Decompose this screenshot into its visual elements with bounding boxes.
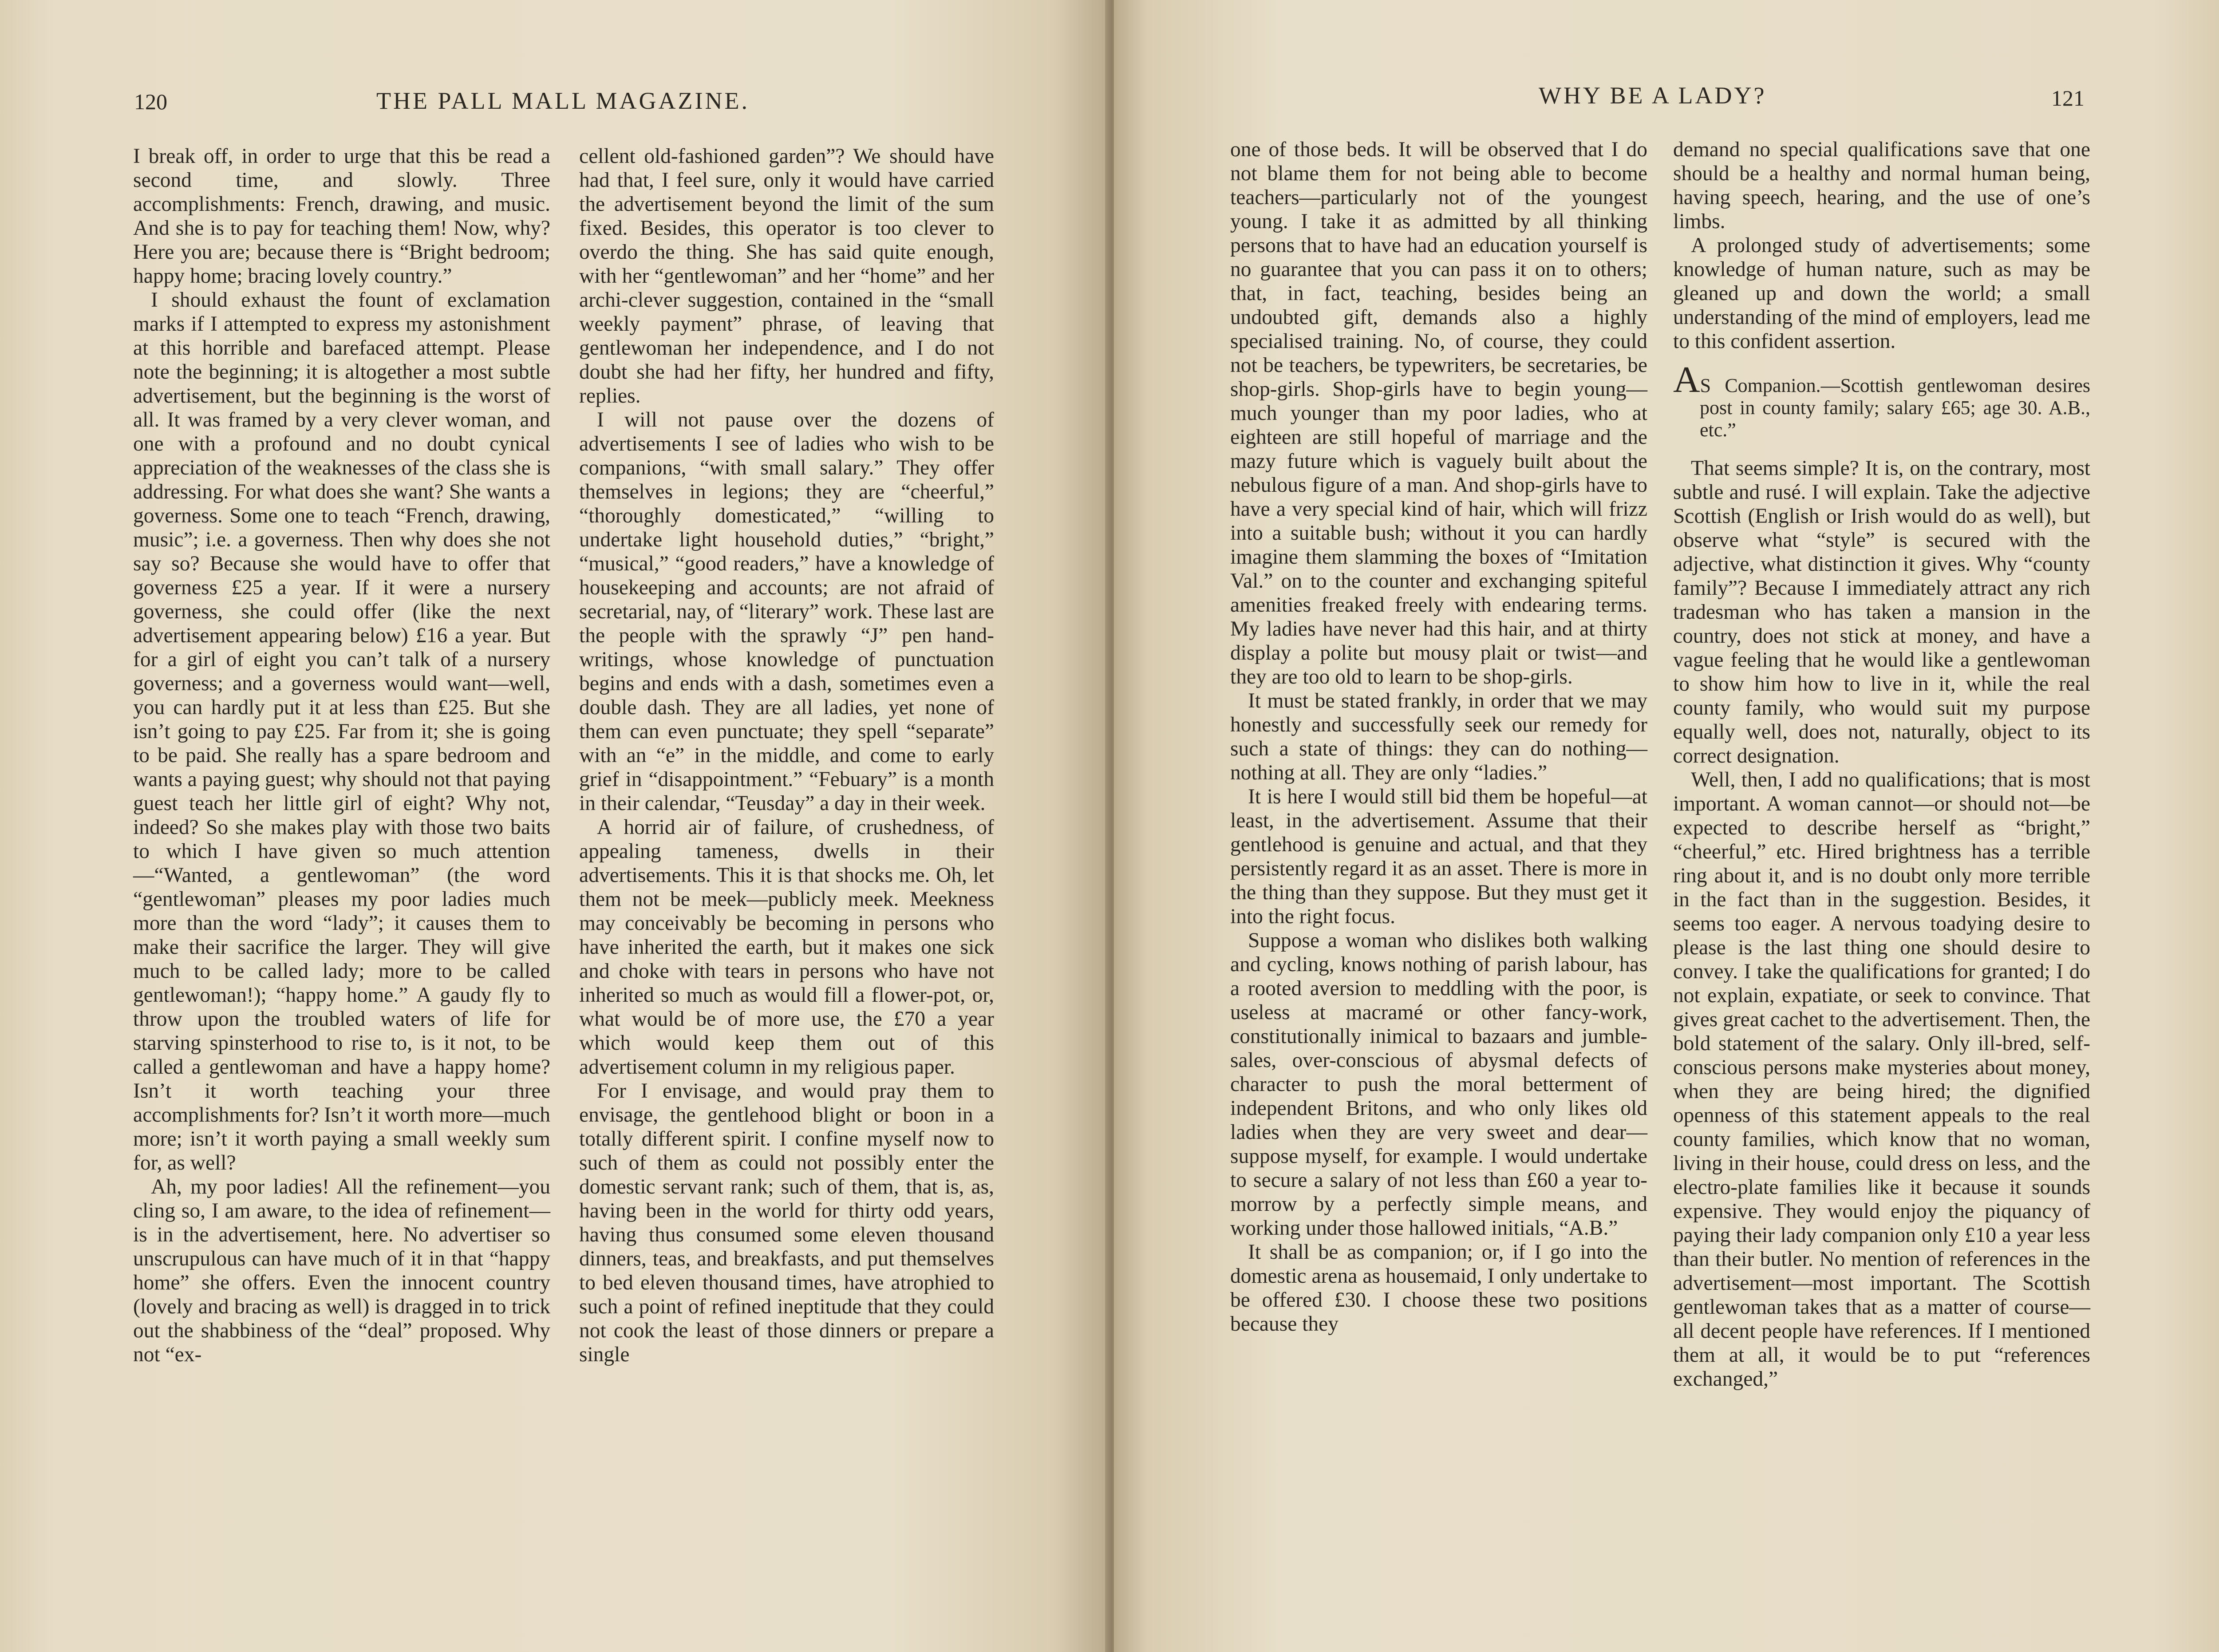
paragraph: Ah, my poor ladies! All the refinement—you cling so, I am aware, to the idea of refinement—is in the advertisement, here. No advertiser so unscrupulous can have much of it in that “happy home” she offers. Even the innocent country (lovely and bracing as well) is dragged in to trick out the shabbiness of the “deal” proposed. Why not “ex-	[133, 1175, 550, 1366]
paragraph: I will not pause over the dozens of advertisements I see of ladies who wish to be companions, “with small salary.” They offer themselves in legions; they are “cheerful,” “thoroughly domesticated,” “willing to undertake light household duties,” “bright,” “musical,” “good readers,” have a knowledge of housekeeping and accounts; are not afraid of secretarial, nay, of “literary” work. These last are the people with the sprawly “J” pen hand-writings, whose knowledge of punctuation begins and ends with a dash, sometimes even a double dash. They are all ladies, yet none of them can even punctuate; they spell “separate” with an “e” in the middle, and come to early grief in “disappointment.” “Febuary” is a month in their calendar, “Teusday” a day in their week.	[579, 408, 994, 815]
running-title-left: THE PALL MALL MAGAZINE.	[376, 87, 750, 114]
running-title-right: WHY BE A LADY?	[1539, 82, 1767, 109]
advertisement-text: S Companion.—Scottish gentlewoman desires post in county family; salary £65; age 30. A.B., etc.”	[1700, 375, 2090, 441]
paragraph: demand no special qualifications save that one should be a healthy and normal human being, having speech, hearing, and the use of one’s limbs.	[1673, 138, 2090, 233]
right-column-2	[1673, 138, 2090, 1391]
paragraph: Well, then, I add no qualifications; that is most important. A woman cannot—or should not—be expected to describe herself as “bright,” “cheerful,” etc. Hired brightness has a terrible ring about it, and is no doubt only more terrible in the fact than in the suggestion. Besides, it seems too eager. A nervous toadying desire to please is the last thing one should desire to convey. I take the qualifications for granted; I do not explain, expatiate, or seek to convince. That gives great cachet to the advertisement. Then, the bold statement of the salary. Only ill-bred, self-conscious persons make mysteries about money, when they are being hired; the dignified openness of this statement appeals to the real county families, which know that no woman, living in their house, could dress on less, and the electro-plate families like it because it sounds expensive. They would enjoy the piquancy of paying their lady companion only £10 a year less than their butler. No mention of references in the advertisement—most important. The Scottish gentlewoman takes that as a matter of course—all decent people have references. If I mentioned them at all, it would be to put “references exchanged,”	[1673, 768, 2090, 1391]
paragraph: A horrid air of failure, of crushedness, of appealing tameness, dwells in their advertisements. This it is that shocks me. Oh, let them not be meek—publicly meek. Meekness may conceivably be becoming in persons who have inherited the earth, but it makes one sick and choke with tears in persons who have not inherited so much as would fill a flower-pot, or, what would be of more use, the £70 a year which would keep them out of this advertisement column in my religious paper.	[579, 816, 994, 1079]
left-column-2	[579, 144, 994, 1367]
paragraph: A prolonged study of advertisements; some knowledge of human nature, such as may be gleaned up and down the world; a small understanding of the mind of employers, lead me to this confident assertion.	[1673, 234, 2090, 353]
right-page	[1114, 0, 2219, 1652]
page-number-right: 121	[2051, 86, 2085, 111]
paragraph: one of those beds. It will be observed that I do not blame them for not being able to become teachers—particularly not of the youngest young. I take it as admitted by all thinking persons that to have had an education yourself is no guarantee that you can pass it on to others; that, in fact, teaching, besides being an undoubted gift, demands also a highly specialised training. No, of course, they could not be teachers, be typewriters, be secretaries, be shop-girls. Shop-girls have to begin young—much younger than my poor ladies, who at eighteen are still hopeful of marriage and the mazy future which is vaguely built about the nebulous figure of a man. And shop-girls have to have a very special kind of hair, which will frizz into a suitable bush; without it you can hardly imagine them slamming the boxes of “Imitation Val.” on to the counter and exchanging spiteful amenities freaked freely with endearing terms. My ladies have never had this hair, and at thirty display a polite but mousy plait or twist—and they are too old to learn to be shop-girls.	[1230, 138, 1647, 688]
right-column-1	[1230, 138, 1647, 1336]
drop-cap: A	[1673, 359, 1700, 400]
paragraph: That seems simple? It is, on the contrary, most subtle and rusé. I will explain. Take the adjective Scottish (English or Irish would do as well), but observe what “style” is secured with the adjective, what distinction it gives. Why “county family”? Because I immediately attract any rich tradesman who has taken a mansion in the country, does not stick at money, and have a vague feeling that he would like a gentlewoman to show him how to live in it, while the real county family, who would suit my purpose equally well, does not, naturally, object to its correct designation.	[1673, 457, 2090, 767]
paragraph: It shall be as companion; or, if I go into the domestic arena as housemaid, I only undertake to be offered £30. I choose these two positions because they	[1230, 1241, 1647, 1336]
paragraph: It must be stated frankly, in order that we may honestly and successfully seek our remedy for such a state of things: they can do nothing—nothing at all. They are only “ladies.”	[1230, 689, 1647, 784]
paragraph: It is here I would still bid them be hopeful—at least, in the advertisement. Assume that their gentlehood is genuine and actual, and that they persistently regard it as an asset. There is more in the thing than they suppose. But they must get it into the right focus.	[1230, 785, 1647, 928]
paragraph: Suppose a woman who dislikes both walking and cycling, knows nothing of parish labour, has a rooted aversion to meddling with the poor, is useless at macramé or other fancy-work, constitutionally inimical to bazaars and jumble-sales, over-conscious of abysmal defects of character to push the moral betterment of independent Britons, and who only likes old ladies when they are very sweet and dear—suppose myself, for example. I would undertake to secure a salary of not less than £60 a year to-morrow by a perfectly simple means, and working under those hallowed initials, “A.B.”	[1230, 929, 1647, 1240]
paragraph: I should exhaust the fount of exclamation marks if I attempted to express my astonishment at this horrible and barefaced attempt. Please note the beginning; it is altogether a most subtle advertisement, but the beginning is the worst of all. It was framed by a very clever woman, and one with a profound and no doubt cynical appreciation of the weaknesses of the class she is addressing. For what does she want? She wants a governess. Some one to teach “French, drawing, music”; i.e. a governess. Then why does she not say so? Because she would have to offer that governess £25 a year. If it were a nursery governess, she could offer (like the next advertisement appearing below) £16 a year. But for a girl of eight you can’t talk of a nursery governess; and a governess would want—well, you can hardly put it at less than £25. But she isn’t going to pay £25. Far from it; she is going to be paid. She really has a spare bedroom and wants a paying guest; why should not that paying guest teach her little girl of eight? Why not, indeed? So she makes play with those two baits to which I have given so much attention—“Wanted, a gentlewoman” (the word “gentlewoman” pleases my poor ladies much more than the word “lady”; it causes them to make their sacrifice the larger. They will give much to be called lady; more to be called gentlewoman!); “happy home.” A gaudy fly to throw upon the troubled waters of life for starving spinsterhood to rise to, is it not, to be called a gentlewoman and have a happy home? Isn’t it worth teaching your three accomplishments for? Isn’t it worth more—much more; isn’t it worth paying a small weekly sum for, as well?	[133, 289, 550, 1174]
paragraph: I break off, in order to urge that this be read a second time, and slowly. Three accomplishments: French, drawing, and music. And she is to pay for teaching them! Now, why? Here you are; because there is “Bright bedroom; happy home; bracing lovely country.”	[133, 145, 550, 288]
page-number-left: 120	[134, 89, 167, 114]
paragraph: cellent old-fashioned garden”? We should have had that, I feel sure, only it would have carried the advertisement beyond the limit of the sum fixed. Besides, this operator is too clever to overdo the thing. She has said quite enough, with her “gentlewoman” and her “home” and her archi-clever suggestion, contained in the “small weekly payment” phrase, of leaving that gentlewoman her independence, and I do not doubt she had her fifty, her hundred and fifty, replies.	[579, 145, 994, 407]
left-column-1	[133, 144, 550, 1367]
quoted-advertisement	[1673, 359, 2090, 441]
paragraph: For I envisage, and would pray them to envisage, the gentlehood blight or boon in a totally different spirit. I confine myself now to such of them as could not possibly enter the domestic servant rank; such of them, that is, as, having been in the world for thirty odd years, having thus consumed some eleven thousand dinners, teas, and breakfasts, and put themselves to bed eleven thousand times, have atrophied to such a point of refined ineptitude that they could not cook the least of those dinners or prepare a single	[579, 1079, 994, 1366]
